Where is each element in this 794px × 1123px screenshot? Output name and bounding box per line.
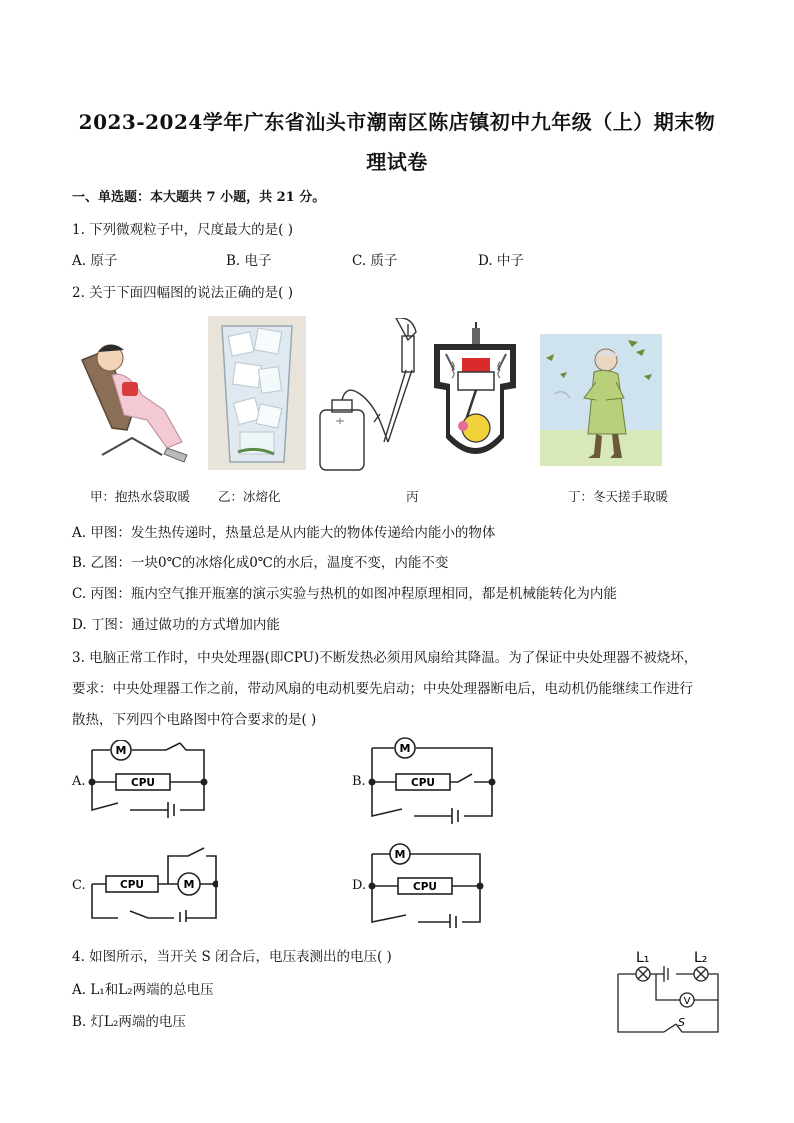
figure-yi-ice-glass [208,316,306,470]
q2-stem: 2. 关于下面四幅图的说法正确的是( ) [72,285,293,301]
q4-stem: 4. 如图所示，当开关 S 闭合后，电压表测出的电压( ) [72,949,392,965]
q4-circuit [612,944,728,1036]
q1-stem: 1. 下列微观粒子中，尺度最大的是( ) [72,222,293,238]
q3-stem-line2: 要求：中央处理器工作之前，带动风扇的电动机要先启动；中央处理器断电后，电动机仍能继续工作进行 [72,681,693,697]
q3-circuit-c [88,842,218,922]
q2-option-b: B. 乙图：一块0℃的冰熔化成0℃的水后，温度不变，内能不变 [72,555,449,571]
q3-circuit-d [366,842,488,928]
label-l1: L₁ [636,950,650,966]
label-l2: L₂ [694,950,708,966]
exam-title-line2: 理试卷 [366,150,428,174]
q1-option-d: D. 中子 [478,253,524,269]
q2-option-a: A. 甲图：发生热传递时，热量总是从内能大的物体传递给内能小的物体 [72,525,496,541]
q3-circuit-b [366,736,496,826]
q1-option-b: B. 电子 [226,253,272,269]
cpu-label-d: CPU [413,881,437,893]
q2-option-d: D. 丁图：通过做功的方式增加内能 [72,617,280,633]
motor-symbol-a: M [115,744,127,757]
cpu-label-b: CPU [411,777,435,789]
q1-option-a: A. 原子 [72,253,118,269]
q4-option-a: A. L₁和L₂两端的总电压 [72,982,214,998]
q3-stem-line1: 3. 电脑正常工作时，中央处理器(即CPU)不断发热必须用风扇给其降温。为了保证中央处理器不被烧坏， [72,650,698,666]
q2-caption-bing: 丙 [406,489,419,504]
q1-option-c: C. 质子 [352,253,398,269]
cpu-label-c: CPU [120,879,144,891]
motor-symbol-d: M [394,848,406,861]
q3-stem-line3: 散热，下列四个电路图中符合要求的是( ) [72,712,317,728]
q2-caption-ding: 丁：冬天搓手取暖 [568,489,669,504]
switch-label: S [678,1016,685,1029]
cpu-label-a: CPU [131,777,155,789]
q3-circuit-a [86,740,212,820]
q3-label-c: C. [72,878,86,893]
figure-ding-rubbing-hands [540,334,662,466]
q4-option-b: B. 灯L₂两端的电压 [72,1014,186,1030]
motor-symbol-b: M [399,742,411,755]
motor-symbol-c: M [183,878,195,891]
q3-label-d: D. [352,878,367,893]
figure-jia-hot-water-bag [72,320,197,470]
voltmeter-symbol: V [683,996,691,1007]
exam-title-line1: 2023-2024学年广东省汕头市潮南区陈店镇初中九年级（上）期末物 [78,110,716,134]
q3-label-b: B. [352,774,366,789]
q3-label-a: A. [72,774,86,789]
q2-caption-yi: 乙：冰熔化 [218,489,281,504]
q2-caption-jia: 甲：抱热水袋取暖 [90,489,191,504]
q2-option-c: C. 丙图：瓶内空气推开瓶塞的演示实验与热机的如图冲程原理相同，都是机械能转化为内能 [72,586,617,602]
section-heading: 一、单选题：本大题共 7 小题，共 21 分。 [72,190,326,205]
figure-bing-pump-and-engine [316,318,526,474]
